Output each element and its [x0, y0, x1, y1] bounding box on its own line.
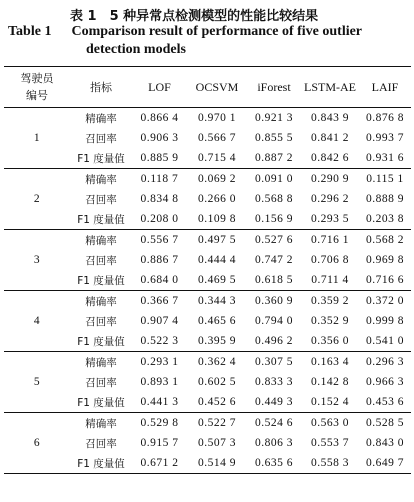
value-cell: 0.715 4	[187, 148, 247, 169]
metric-cell: 精确率	[85, 295, 117, 308]
value-cell: 0.522 3	[132, 331, 187, 352]
value-cell: 0.568 2	[366, 234, 404, 246]
value-cell: 0.290 9	[311, 173, 349, 185]
value-cell: 0.527 6	[255, 234, 293, 246]
table-row	[4, 413, 411, 434]
value-cell: 0.528 5	[366, 417, 404, 429]
header-model-iforest: iForest	[247, 67, 301, 108]
value-cell: 0.109 8	[187, 209, 247, 230]
value-cell: 0.444 4	[198, 254, 236, 266]
value-cell: 0.496 2	[247, 331, 301, 352]
header-model-lof: LOF	[132, 67, 187, 108]
value-cell: 0.352 9	[311, 315, 349, 327]
value-cell: 0.806 3	[255, 437, 293, 449]
value-cell: 0.497 5	[198, 234, 236, 246]
table-row	[4, 108, 411, 129]
value-cell: 0.716 6	[359, 270, 411, 291]
driver-id-cell: 5	[4, 352, 70, 413]
value-cell: 0.671 2	[132, 453, 187, 474]
metric-cell: 精确率	[85, 173, 117, 186]
value-cell: 0.208 0	[132, 209, 187, 230]
metric-cell: F1 度量值	[70, 209, 132, 230]
value-cell: 0.747 2	[255, 254, 293, 266]
results-body	[4, 108, 411, 474]
value-cell: 0.541 0	[359, 331, 411, 352]
value-cell: 0.602 5	[198, 376, 236, 388]
value-cell: 0.566 7	[198, 132, 236, 144]
value-cell: 0.921 3	[255, 112, 293, 124]
table-row	[4, 230, 411, 251]
caption-chinese: 表 1 5 种异常点检测模型的性能比较结果	[70, 9, 319, 24]
header-model-ocsvm: OCSVM	[187, 67, 247, 108]
header-driver-line2: 编号	[26, 89, 48, 102]
value-cell: 0.887 2	[247, 148, 301, 169]
value-cell: 0.372 0	[366, 295, 404, 307]
value-cell: 0.568 8	[255, 193, 293, 205]
results-table	[4, 66, 411, 474]
value-cell: 0.866 4	[140, 112, 179, 124]
value-cell: 0.359 2	[311, 295, 349, 307]
metric-cell: 精确率	[85, 112, 117, 125]
value-cell: 0.888 9	[366, 193, 404, 205]
metric-cell: 召回率	[85, 254, 117, 267]
value-cell: 0.556 7	[140, 234, 179, 246]
metric-cell: F1 度量值	[70, 270, 132, 291]
value-cell: 0.855 5	[255, 132, 293, 144]
value-cell: 0.893 1	[140, 376, 179, 388]
value-cell: 0.618 5	[247, 270, 301, 291]
value-cell: 0.469 5	[187, 270, 247, 291]
value-cell: 0.362 4	[198, 356, 236, 368]
metric-cell: F1 度量值	[70, 453, 132, 474]
value-cell: 0.465 6	[198, 315, 236, 327]
value-cell: 0.886 7	[140, 254, 179, 266]
metric-cell: 召回率	[85, 376, 117, 389]
value-cell: 0.649 7	[359, 453, 411, 474]
driver-id-cell: 4	[4, 291, 70, 352]
caption-english-line2: detection models	[86, 42, 186, 57]
value-cell: 0.711 4	[301, 270, 359, 291]
value-cell: 0.716 1	[311, 234, 349, 246]
value-cell: 0.885 9	[132, 148, 187, 169]
metric-cell: 精确率	[85, 417, 117, 430]
value-cell: 0.156 9	[247, 209, 301, 230]
value-cell: 0.843 0	[366, 437, 404, 449]
value-cell: 0.152 4	[301, 392, 359, 413]
driver-id-cell: 3	[4, 230, 70, 291]
value-cell: 0.843 9	[311, 112, 349, 124]
value-cell: 0.522 7	[198, 417, 236, 429]
table-row	[4, 352, 411, 373]
value-cell: 0.366 7	[140, 295, 179, 307]
driver-id-cell: 1	[4, 108, 70, 169]
caption-table-label: Table 1	[8, 24, 52, 39]
value-cell: 0.266 0	[198, 193, 236, 205]
metric-cell: 精确率	[85, 234, 117, 247]
value-cell: 0.453 6	[359, 392, 411, 413]
table-row	[4, 169, 411, 190]
value-cell: 0.684 0	[132, 270, 187, 291]
driver-id-cell: 6	[4, 413, 70, 474]
metric-cell: 召回率	[85, 193, 117, 206]
value-cell: 0.142 8	[311, 376, 349, 388]
value-cell: 0.296 3	[366, 356, 404, 368]
driver-id-cell: 2	[4, 169, 70, 230]
value-cell: 0.293 5	[301, 209, 359, 230]
value-cell: 0.296 2	[311, 193, 349, 205]
header-driver-id	[4, 67, 70, 108]
metric-cell: 精确率	[85, 356, 117, 369]
value-cell: 0.091 0	[255, 173, 293, 185]
value-cell: 0.999 8	[366, 315, 404, 327]
header-metric: 指标	[70, 67, 132, 108]
metric-cell: F1 度量值	[70, 331, 132, 352]
value-cell: 0.452 6	[187, 392, 247, 413]
value-cell: 0.507 3	[198, 437, 236, 449]
value-cell: 0.915 7	[140, 437, 179, 449]
value-cell: 0.906 3	[140, 132, 179, 144]
value-cell: 0.553 7	[311, 437, 349, 449]
value-cell: 0.842 6	[301, 148, 359, 169]
value-cell: 0.931 6	[359, 148, 411, 169]
value-cell: 0.514 9	[187, 453, 247, 474]
header-model-laif: LAIF	[359, 67, 411, 108]
value-cell: 0.993 7	[366, 132, 404, 144]
table-row	[4, 291, 411, 312]
caption-title-line1: Comparison result of performance of five outlier	[71, 24, 363, 39]
value-cell: 0.969 8	[366, 254, 404, 266]
value-cell: 0.118 7	[140, 173, 179, 185]
value-cell: 0.833 3	[255, 376, 293, 388]
value-cell: 0.907 4	[140, 315, 179, 327]
value-cell: 0.344 3	[198, 295, 236, 307]
value-cell: 0.069 2	[198, 173, 236, 185]
value-cell: 0.841 2	[311, 132, 349, 144]
value-cell: 0.395 9	[187, 331, 247, 352]
value-cell: 0.635 6	[247, 453, 301, 474]
value-cell: 0.307 5	[255, 356, 293, 368]
caption-english-line1	[8, 24, 362, 40]
value-cell: 0.449 3	[247, 392, 301, 413]
value-cell: 0.115 1	[366, 173, 404, 185]
metric-cell: 召回率	[85, 437, 117, 450]
metric-cell: F1 度量值	[70, 148, 132, 169]
metric-cell: 召回率	[85, 315, 117, 328]
value-cell: 0.441 3	[132, 392, 187, 413]
value-cell: 0.970 1	[198, 112, 236, 124]
header-row	[4, 67, 411, 108]
header-driver-line1: 驾驶员	[20, 72, 54, 85]
value-cell: 0.876 8	[366, 112, 404, 124]
value-cell: 0.524 6	[255, 417, 293, 429]
value-cell: 0.356 0	[301, 331, 359, 352]
value-cell: 0.834 8	[140, 193, 179, 205]
value-cell: 0.558 3	[301, 453, 359, 474]
value-cell: 0.966 3	[366, 376, 404, 388]
value-cell: 0.706 8	[311, 254, 349, 266]
header-model-lstm-ae: LSTM-AE	[301, 67, 359, 108]
value-cell: 0.203 8	[359, 209, 411, 230]
value-cell: 0.794 0	[255, 315, 293, 327]
value-cell: 0.529 8	[140, 417, 179, 429]
value-cell: 0.360 9	[255, 295, 293, 307]
metric-cell: F1 度量值	[70, 392, 132, 413]
value-cell: 0.293 1	[140, 356, 179, 368]
value-cell: 0.563 0	[311, 417, 349, 429]
value-cell: 0.163 4	[311, 356, 349, 368]
metric-cell: 召回率	[85, 132, 117, 145]
